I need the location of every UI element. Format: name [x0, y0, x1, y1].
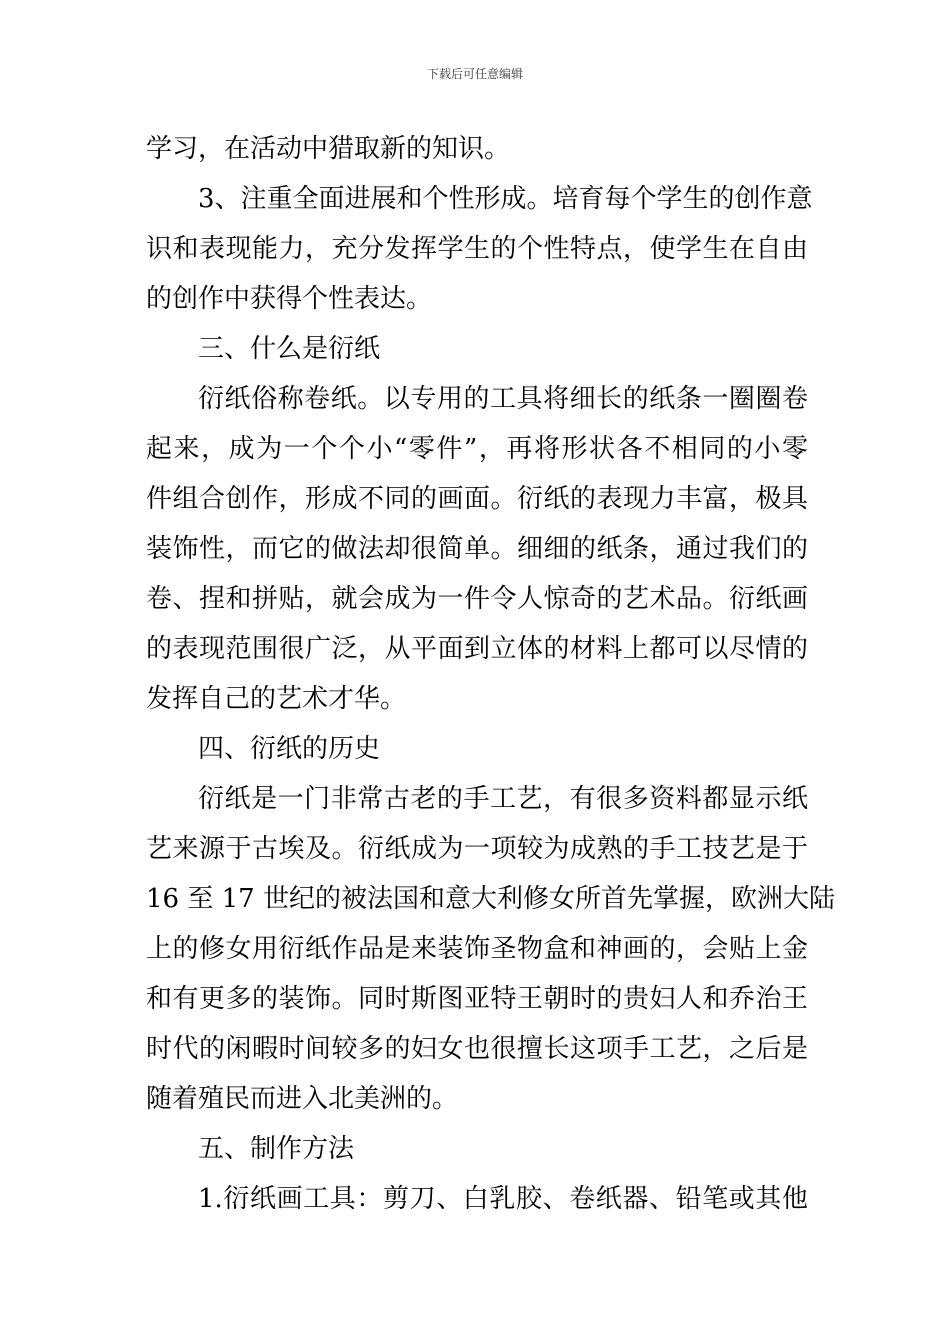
text-line: 的表现范围很广泛，从平面到立体的材料上都可以尽情的 — [146, 634, 808, 664]
text-line: 衍纸是一门非常古老的手工艺，有很多资料都显示纸 — [198, 784, 808, 814]
text-line: 五、制作方法 — [198, 1134, 355, 1164]
text-line: 上的修女用衍纸作品是来装饰圣物盒和神画的，会贴上金 — [146, 934, 808, 964]
text-line: 发挥自己的艺术才华。 — [146, 684, 407, 714]
text-line: 随着殖民而进入北美洲的。 — [146, 1084, 459, 1114]
text-line: 四、衍纸的历史 — [198, 734, 381, 764]
text-line: 艺来源于古埃及。衍纸成为一项较为成熟的手工技艺是于 — [146, 834, 808, 864]
text-line: 件组合创作，形成不同的画面。衍纸的表现力丰富，极具 — [146, 484, 808, 514]
page-header: 下载后可任意编辑 — [426, 67, 523, 81]
text-line: 和有更多的装饰。同时斯图亚特王朝时的贵妇人和乔治王 — [146, 984, 808, 1014]
text-line: 16 至 17 世纪的被法国和意大利修女所首先掌握，欧洲大陆 — [146, 884, 835, 914]
text-line: 起来，成为一个个小“零件”，再将形状各不相同的小零 — [146, 434, 808, 464]
text-line: 3、注重全面进展和个性形成。培育每个学生的创作意 — [198, 184, 813, 214]
text-line: 卷、捏和拼贴，就会成为一件令人惊奇的艺术品。衍纸画 — [146, 584, 808, 614]
text-line: 学习，在活动中猎取新的知识。 — [146, 134, 511, 164]
document-body — [146, 124, 835, 1224]
text-line: 的创作中获得个性表达。 — [146, 284, 433, 314]
text-line: 衍纸俗称卷纸。以专用的工具将细长的纸条一圈圈卷 — [198, 384, 808, 414]
text-line: 识和表现能力，充分发挥学生的个性特点，使学生在自由 — [146, 234, 808, 264]
text-line: 三、什么是衍纸 — [198, 334, 381, 364]
text-line: 1.衍纸画工具：剪刀、白乳胶、卷纸器、铅笔或其他 — [198, 1184, 808, 1214]
text-line: 装饰性，而它的做法却很简单。细细的纸条，通过我们的 — [146, 534, 808, 564]
text-line: 时代的闲暇时间较多的妇女也很擅长这项手工艺，之后是 — [146, 1034, 808, 1064]
